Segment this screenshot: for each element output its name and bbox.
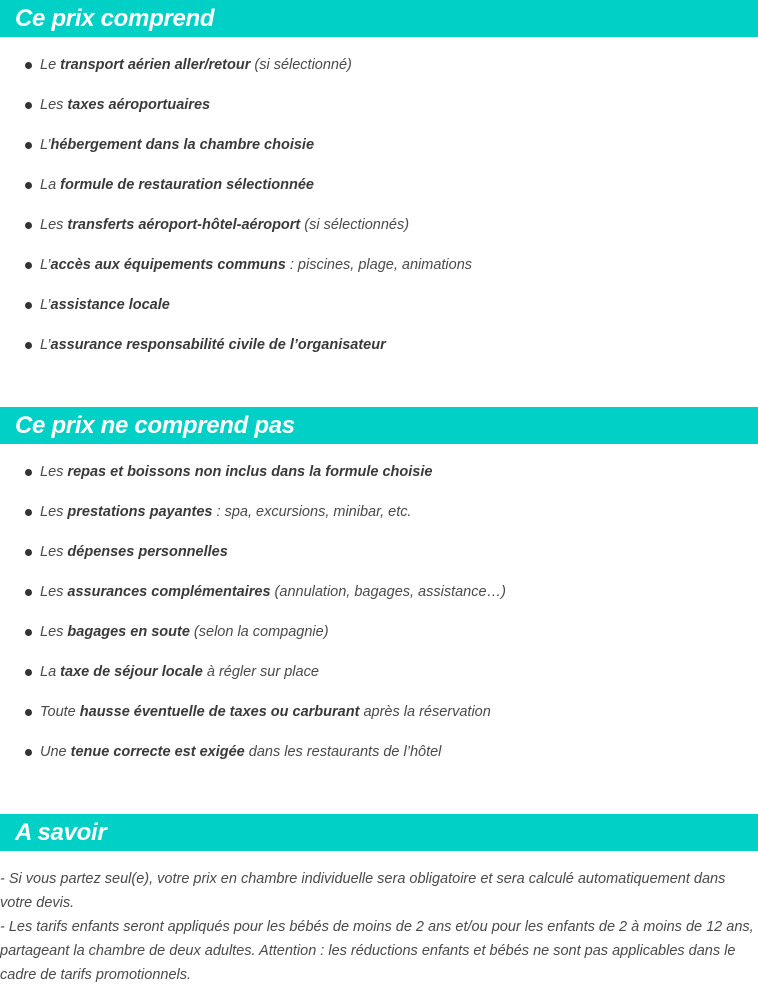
note-paragraph: - Si vous partez seul(e), votre prix en chambre individuelle sera obligatoire et sera calculé automatiquement dans votre devis. [0,871,726,911]
bullet-icon [25,222,32,229]
list-item: La taxe de séjour locale à régler sur place [0,652,758,692]
section-header-excludes [0,407,758,444]
list-item: La formule de restauration sélectionnée [0,165,758,205]
bullet-icon [25,549,32,556]
bullet-icon [25,509,32,516]
list-item: Une tenue correcte est exigée dans les restaurants de l’hôtel [0,732,758,772]
section-header-includes [0,0,758,37]
bullet-icon [25,709,32,716]
includes-list [0,37,758,365]
bullet-icon [25,302,32,309]
list-item: Les assurances complémentaires (annulation, bagages, assistance…) [0,572,758,612]
bullet-icon [25,629,32,636]
bullet-icon [25,589,32,596]
list-item: L’assurance responsabilité civile de l’organisateur [0,325,758,365]
list-item: Les taxes aéroportuaires [0,85,758,125]
bullet-icon [25,749,32,756]
section-title: A savoir [15,818,107,846]
list-item: Les transferts aéroport-hôtel-aéroport (si sélectionnés) [0,205,758,245]
bullet-icon [25,669,32,676]
info-notes [0,851,758,987]
section-title: Ce prix ne comprend pas [15,411,295,439]
section-title: Ce prix comprend [15,4,215,32]
list-item: Les bagages en soute (selon la compagnie) [0,612,758,652]
excludes-list [0,444,758,772]
bullet-icon [25,62,32,69]
list-item: Toute hausse éventuelle de taxes ou carburant après la réservation [0,692,758,732]
list-item: Le transport aérien aller/retour (si sélectionné) [0,45,758,85]
list-item: L’hébergement dans la chambre choisie [0,125,758,165]
bullet-icon [25,142,32,149]
bullet-icon [25,262,32,269]
section-header-info [0,814,758,851]
bullet-icon [25,469,32,476]
bullet-icon [25,342,32,349]
bullet-icon [25,182,32,189]
bullet-icon [25,102,32,109]
note-paragraph: - Les tarifs enfants seront appliqués pour les bébés de moins de 2 ans et/ou pour les enfants de 2 à moins de 12 ans, partageant la chambre de deux adultes. Attention : les réductions enfants et bébés ne sont pas applicables dans le cadre de tarifs promotionnels. [0,919,754,983]
list-item: L’accès aux équipements communs : piscines, plage, animations [0,245,758,285]
list-item: L’assistance locale [0,285,758,325]
list-item: Les prestations payantes : spa, excursions, minibar, etc. [0,492,758,532]
list-item: Les dépenses personnelles [0,532,758,572]
list-item: Les repas et boissons non inclus dans la formule choisie [0,452,758,492]
